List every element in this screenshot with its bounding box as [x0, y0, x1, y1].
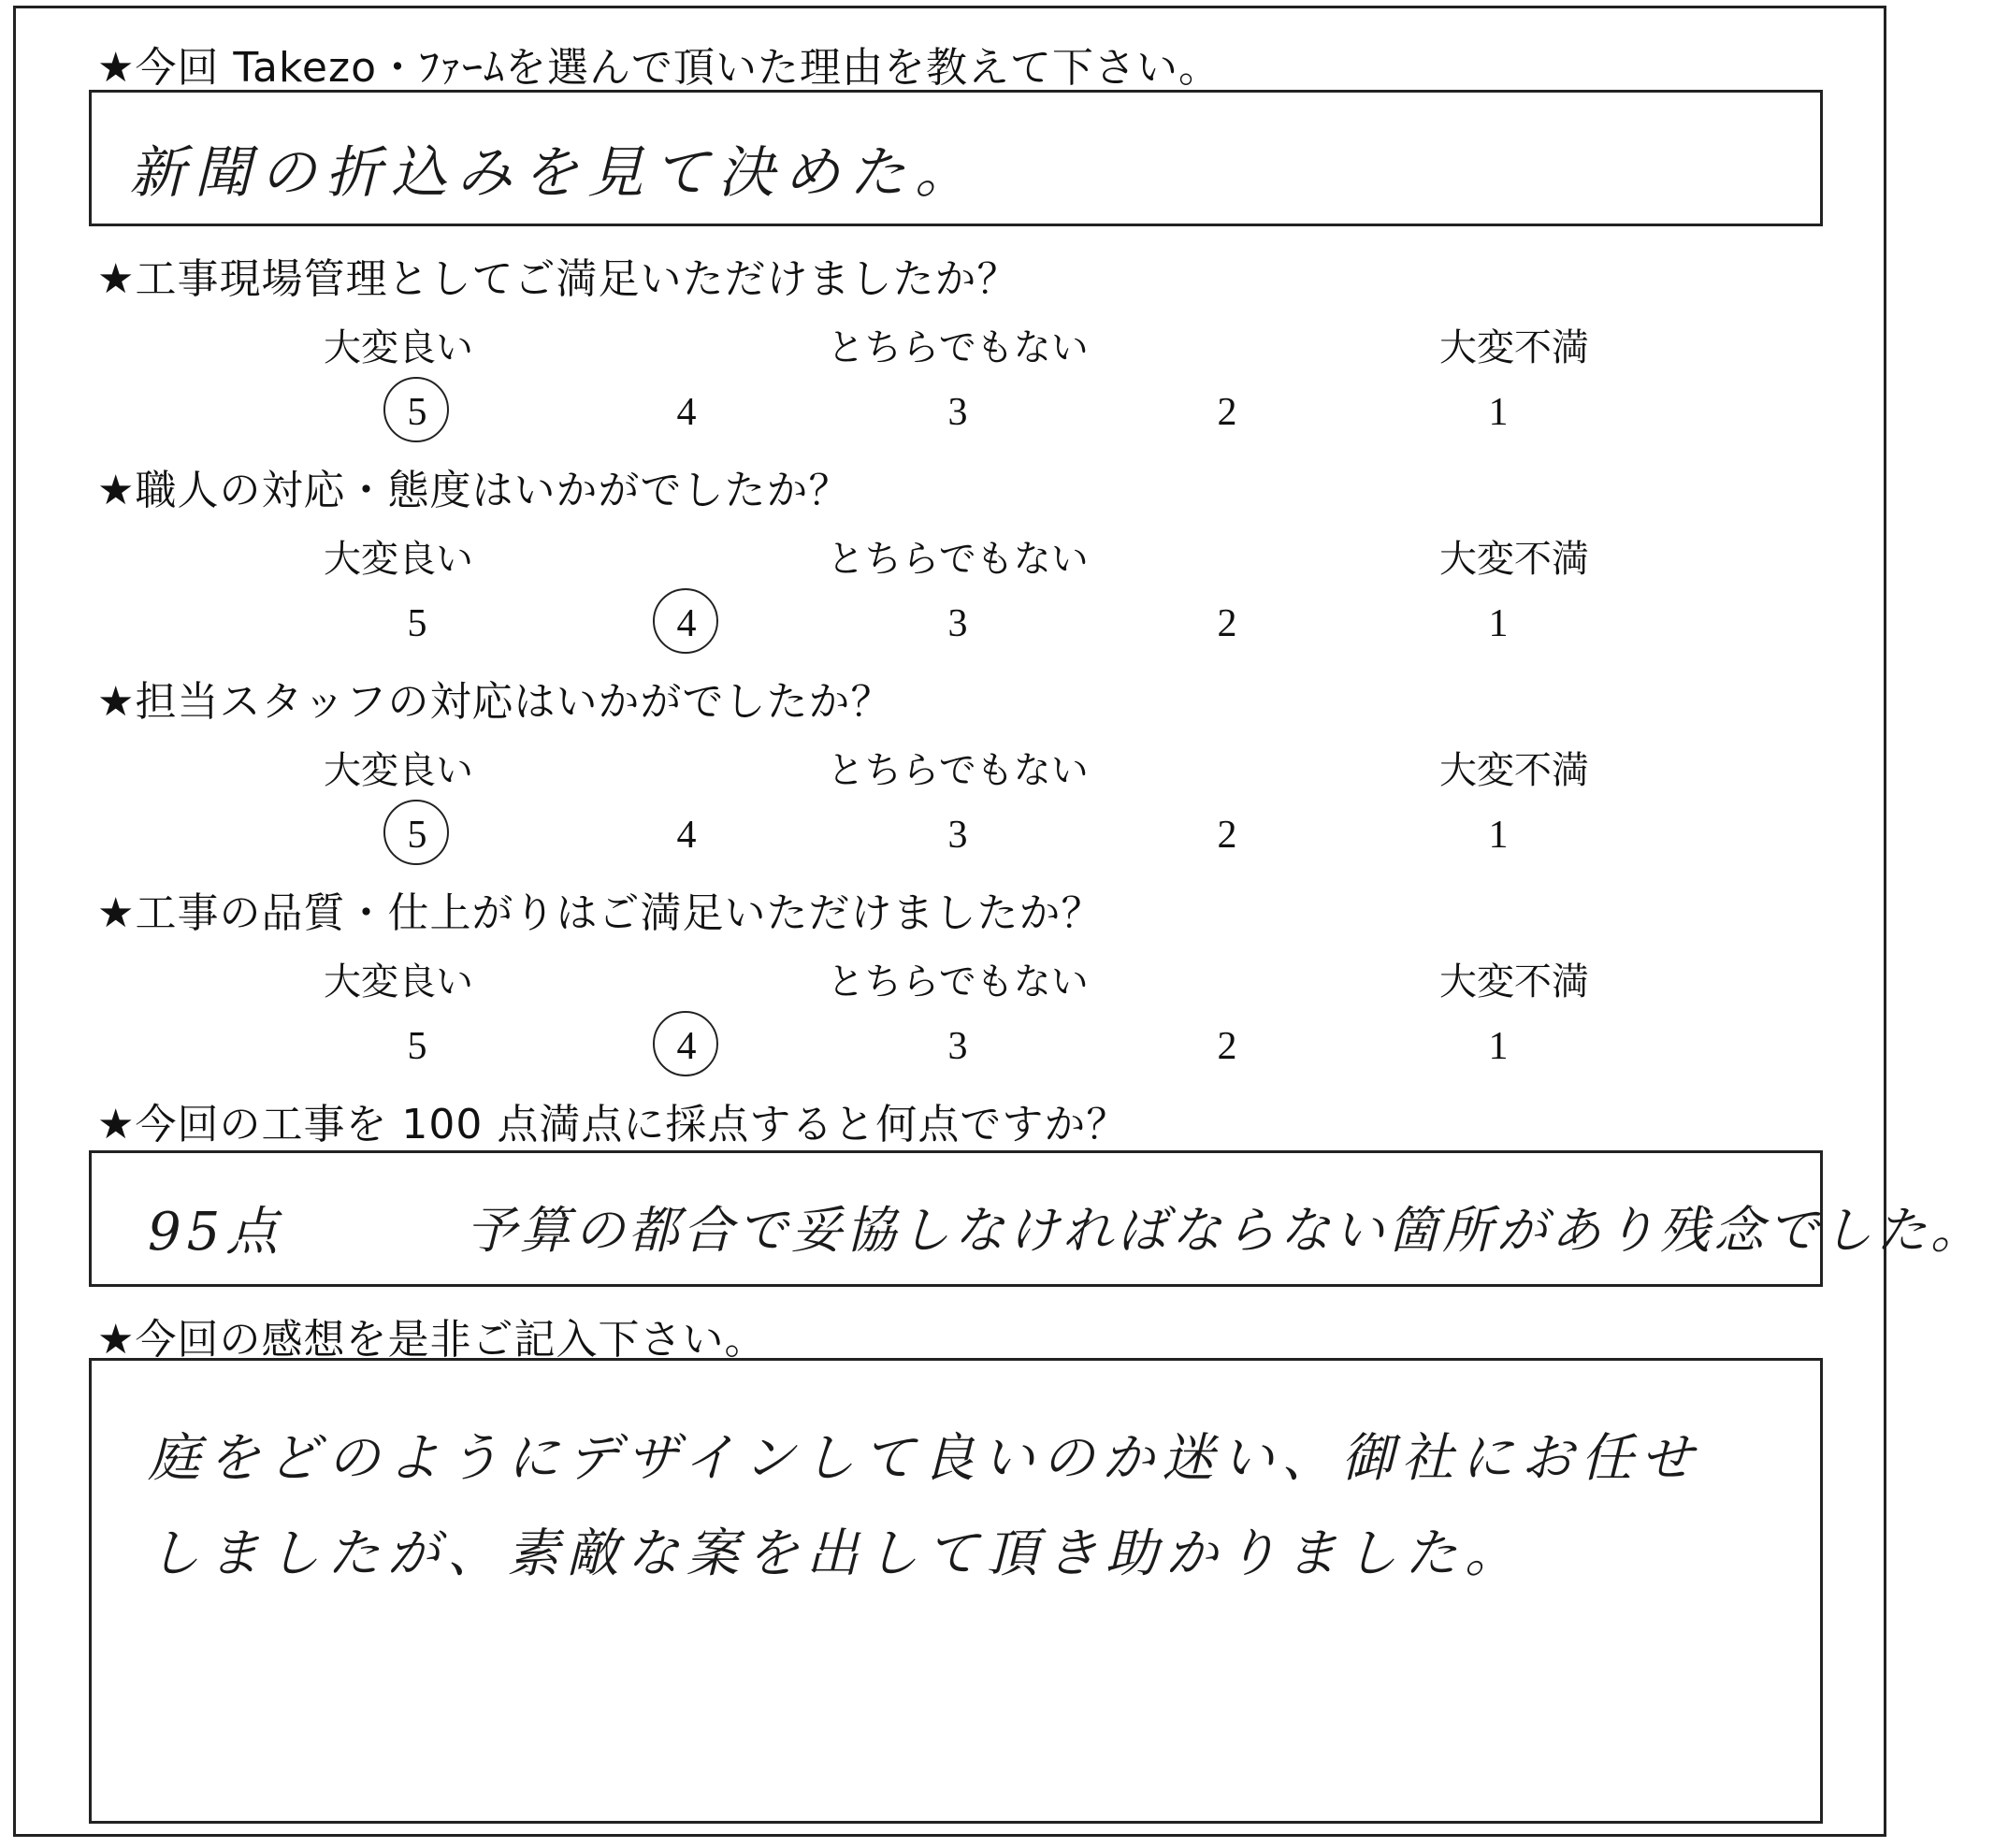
rating-option-1[interactable]: 1: [1488, 814, 1509, 857]
answer-score-comment: 予算の都合で妥協しなければならない箇所があり残念でした。: [466, 1201, 1985, 1260]
rating-option-3[interactable]: 3: [947, 814, 968, 857]
scale-label-best: 大変良い: [324, 326, 473, 369]
answer-box-impressions: [89, 1358, 1823, 1824]
rating-option-5[interactable]: 5: [407, 602, 427, 645]
rating-option-5[interactable]: 5: [389, 384, 445, 440]
rating-option-3[interactable]: 3: [947, 602, 968, 645]
scale-label-worst: 大変不満: [1439, 326, 1589, 369]
impressions-line-1: 庭をどのようにデザインして良いのか迷い、御社にお任せ: [148, 1428, 1701, 1489]
scale-label-best: 大変良い: [324, 960, 473, 1003]
rating-option-3[interactable]: 3: [947, 391, 968, 434]
answer-box-score: [89, 1150, 1985, 1287]
scale-label-best: 大変良い: [324, 749, 473, 792]
question-impressions: ★今回の感想を是非ご記入下さい。: [97, 1316, 767, 1364]
rating-option-5[interactable]: 5: [407, 1025, 427, 1068]
impressions-line-2: しましたが、素敵な案を出して頂き助かりました。: [148, 1523, 1524, 1584]
rating-option-1[interactable]: 1: [1488, 602, 1509, 645]
scale-label-neutral: とちらでもない: [827, 960, 1089, 1003]
question-reason: ★今回 Takezo・ﾌｧｰﾑを選んで頂いた理由を教えて下さい。: [97, 44, 1221, 92]
question-score: ★今回の工事を 100 点満点に採点すると何点ですか？: [97, 1101, 1129, 1148]
scale-label-neutral: とちらでもない: [827, 326, 1089, 369]
rating-option-5[interactable]: 5: [389, 807, 445, 863]
rating-option-4[interactable]: 4: [676, 814, 697, 857]
rating-option-3[interactable]: 3: [947, 1025, 968, 1068]
rating-option-1[interactable]: 1: [1488, 1025, 1509, 1068]
question-craftsman-attitude: ★職人の対応・態度はいかがでしたか？: [97, 467, 851, 514]
answer-score: 95点: [148, 1202, 284, 1263]
rating-option-2[interactable]: 2: [1217, 391, 1237, 434]
rating-option-1[interactable]: 1: [1488, 391, 1509, 434]
rating-option-4[interactable]: 4: [676, 391, 697, 434]
rating-option-4[interactable]: 4: [658, 596, 715, 652]
rating-option-4[interactable]: 4: [658, 1018, 715, 1075]
scale-label-worst: 大変不満: [1439, 749, 1589, 792]
question-quality: ★工事の品質・仕上がりはご満足いただけましたか？: [97, 889, 1104, 937]
scale-label-worst: 大変不満: [1439, 960, 1589, 1003]
scale-label-worst: 大変不満: [1439, 538, 1589, 581]
answer-box-reason: [89, 90, 1823, 226]
scale-label-best: 大変良い: [324, 538, 473, 581]
question-staff-response: ★担当スタッフの対応はいかがでしたか？: [97, 678, 893, 726]
rating-option-2[interactable]: 2: [1217, 814, 1237, 857]
scale-label-neutral: とちらでもない: [827, 749, 1089, 792]
rating-option-2[interactable]: 2: [1217, 1025, 1237, 1068]
answer-reason: 新聞の折込みを見て決めた。: [129, 140, 980, 206]
scale-label-neutral: とちらでもない: [827, 538, 1089, 581]
question-site-management: ★工事現場管理としてご満足いただけましたか？: [97, 255, 1019, 303]
rating-option-2[interactable]: 2: [1217, 602, 1237, 645]
